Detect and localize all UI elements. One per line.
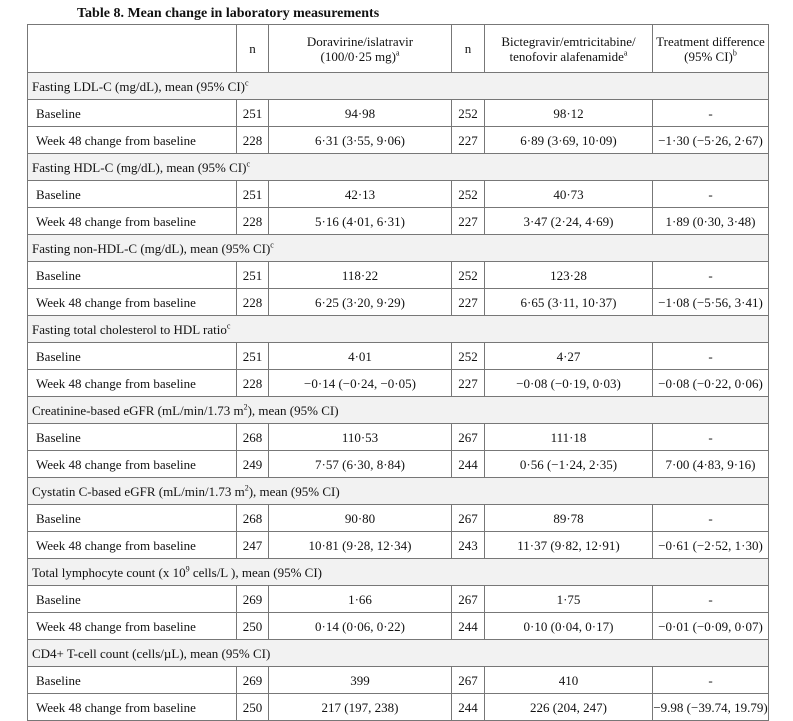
table-row xyxy=(28,100,769,127)
n-bictegravir-cell: 244 xyxy=(452,451,485,478)
table-row xyxy=(28,424,769,451)
n-doravirine-cell: 247 xyxy=(237,532,269,559)
group-title-superscript: c xyxy=(270,240,274,250)
bictegravir-value-cell: 111·18 xyxy=(485,424,653,451)
doravirine-value-cell: 94·98 xyxy=(269,100,452,127)
header-treatment-difference xyxy=(653,25,769,73)
group-title xyxy=(28,559,769,586)
group-title xyxy=(28,235,769,262)
n-bictegravir-cell: 252 xyxy=(452,100,485,127)
n-doravirine-cell: 269 xyxy=(237,667,269,694)
n-bictegravir-cell: 267 xyxy=(452,505,485,532)
table-row xyxy=(28,505,769,532)
treatment-difference-cell: −1·08 (−5·56, 3·41) xyxy=(653,289,769,316)
table-row xyxy=(28,451,769,478)
n-bictegravir-cell: 267 xyxy=(452,586,485,613)
treatment-difference-cell: - xyxy=(653,181,769,208)
doravirine-value-cell: 42·13 xyxy=(269,181,452,208)
n-doravirine-cell: 251 xyxy=(237,181,269,208)
group-title xyxy=(28,478,769,505)
table-row xyxy=(28,181,769,208)
n-bictegravir-cell: 244 xyxy=(452,613,485,640)
n-bictegravir-cell: 227 xyxy=(452,208,485,235)
row-label-cell: Baseline xyxy=(28,424,237,451)
n-doravirine-cell: 268 xyxy=(237,505,269,532)
header-doravirine-line2: (100/0·25 mg) xyxy=(320,48,396,64)
group-title-text: Fasting non-HDL-C (mg/dL), mean (95% CI) xyxy=(32,240,271,256)
bictegravir-value-cell: 89·78 xyxy=(485,505,653,532)
table-row xyxy=(28,613,769,640)
treatment-difference-cell: - xyxy=(653,505,769,532)
doravirine-value-cell: 6·31 (3·55, 9·06) xyxy=(269,127,452,154)
doravirine-value-cell: 4·01 xyxy=(269,343,452,370)
doravirine-value-cell: 10·81 (9·28, 12·34) xyxy=(269,532,452,559)
n-doravirine-cell: 250 xyxy=(237,694,269,721)
bictegravir-value-cell: 4·27 xyxy=(485,343,653,370)
doravirine-value-cell: 118·22 xyxy=(269,262,452,289)
row-label-cell: Week 48 change from baseline xyxy=(28,532,237,559)
group-title-superscript: 9 xyxy=(185,564,190,574)
group-title-text: ), mean (95% CI) xyxy=(247,402,339,418)
group-title-text: cells/L ), mean (95% CI) xyxy=(189,564,322,580)
bictegravir-value-cell: 410 xyxy=(485,667,653,694)
group-title xyxy=(28,154,769,181)
treatment-difference-cell: −0·01 (−0·09, 0·07) xyxy=(653,613,769,640)
n-bictegravir-cell: 252 xyxy=(452,343,485,370)
table-row xyxy=(28,208,769,235)
n-bictegravir-cell: 244 xyxy=(452,694,485,721)
group-title xyxy=(28,316,769,343)
header-bictegravir-regimen xyxy=(485,25,653,73)
row-label-cell: Week 48 change from baseline xyxy=(28,370,237,397)
header-n-doravirine: n xyxy=(237,25,269,73)
table-row xyxy=(28,262,769,289)
doravirine-value-cell: 0·14 (0·06, 0·22) xyxy=(269,613,452,640)
doravirine-value-cell: 6·25 (3·20, 9·29) xyxy=(269,289,452,316)
group-title-text: Creatinine-based eGFR (mL/min/1.73 m xyxy=(32,402,244,418)
header-difference-line2: (95% CI) xyxy=(684,48,733,64)
group-header-row xyxy=(28,559,769,586)
treatment-difference-cell: - xyxy=(653,262,769,289)
row-label-cell: Baseline xyxy=(28,100,237,127)
group-title-text: Cystatin C-based eGFR (mL/min/1.73 m xyxy=(32,483,245,499)
doravirine-value-cell: 399 xyxy=(269,667,452,694)
group-title xyxy=(28,73,769,100)
n-doravirine-cell: 228 xyxy=(237,208,269,235)
group-header-row xyxy=(28,73,769,100)
n-doravirine-cell: 251 xyxy=(237,100,269,127)
n-doravirine-cell: 228 xyxy=(237,127,269,154)
treatment-difference-cell: - xyxy=(653,343,769,370)
n-bictegravir-cell: 227 xyxy=(452,127,485,154)
group-header-row xyxy=(28,154,769,181)
row-label-cell: Baseline xyxy=(28,667,237,694)
group-title xyxy=(28,397,769,424)
bictegravir-value-cell: −0·08 (−0·19, 0·03) xyxy=(485,370,653,397)
table-row xyxy=(28,532,769,559)
lab-measurements-table xyxy=(27,24,769,721)
header-difference-footnote: b xyxy=(732,48,737,58)
n-bictegravir-cell: 243 xyxy=(452,532,485,559)
header-blank-cell xyxy=(28,25,237,73)
n-doravirine-cell: 251 xyxy=(237,343,269,370)
n-doravirine-cell: 228 xyxy=(237,370,269,397)
header-bictegravir-footnote: a xyxy=(623,48,628,58)
header-doravirine-footnote: a xyxy=(395,48,400,58)
treatment-difference-cell: 7·00 (4·83, 9·16) xyxy=(653,451,769,478)
row-label-cell: Baseline xyxy=(28,586,237,613)
n-bictegravir-cell: 227 xyxy=(452,370,485,397)
group-header-row xyxy=(28,235,769,262)
n-bictegravir-cell: 267 xyxy=(452,667,485,694)
header-doravirine-islatravir xyxy=(269,25,452,73)
n-doravirine-cell: 249 xyxy=(237,451,269,478)
table-row xyxy=(28,127,769,154)
bictegravir-value-cell: 6·65 (3·11, 10·37) xyxy=(485,289,653,316)
treatment-difference-cell: −9.98 (−39.74, 19.79) xyxy=(653,694,769,721)
doravirine-value-cell: 90·80 xyxy=(269,505,452,532)
n-doravirine-cell: 269 xyxy=(237,586,269,613)
group-title-superscript: 2 xyxy=(243,402,248,412)
bictegravir-value-cell: 0·10 (0·04, 0·17) xyxy=(485,613,653,640)
table-row xyxy=(28,694,769,721)
n-bictegravir-cell: 252 xyxy=(452,262,485,289)
group-title-superscript: 2 xyxy=(244,483,249,493)
row-label-cell: Baseline xyxy=(28,262,237,289)
group-title-text: Total lymphocyte count (x 10 xyxy=(32,564,186,580)
table-body xyxy=(28,73,769,721)
treatment-difference-cell: - xyxy=(653,586,769,613)
n-bictegravir-cell: 252 xyxy=(452,181,485,208)
treatment-difference-cell: - xyxy=(653,424,769,451)
row-label-cell: Week 48 change from baseline xyxy=(28,451,237,478)
header-n-bictegravir: n xyxy=(452,25,485,73)
n-doravirine-cell: 228 xyxy=(237,289,269,316)
table-row xyxy=(28,667,769,694)
header-difference-line1: Treatment difference xyxy=(656,33,765,49)
bictegravir-value-cell: 98·12 xyxy=(485,100,653,127)
row-label-cell: Baseline xyxy=(28,343,237,370)
group-title-text: Fasting HDL-C (mg/dL), mean (95% CI) xyxy=(32,159,247,175)
group-header-row xyxy=(28,640,769,667)
row-label-cell: Week 48 change from baseline xyxy=(28,613,237,640)
header-doravirine-line1: Doravirine/islatravir xyxy=(306,33,414,49)
group-title-superscript: c xyxy=(226,321,231,331)
table-caption: Table 8. Mean change in laboratory measurements xyxy=(77,6,380,21)
doravirine-value-cell: 1·66 xyxy=(269,586,452,613)
group-title-superscript: c xyxy=(246,159,251,169)
row-label-cell: Week 48 change from baseline xyxy=(28,127,237,154)
bictegravir-value-cell: 11·37 (9·82, 12·91) xyxy=(485,532,653,559)
n-doravirine-cell: 251 xyxy=(237,262,269,289)
row-label-cell: Week 48 change from baseline xyxy=(28,694,237,721)
header-bictegravir-line2: tenofovir alafenamide xyxy=(509,48,624,64)
doravirine-value-cell: 7·57 (6·30, 8·84) xyxy=(269,451,452,478)
group-title-text: ), mean (95% CI) xyxy=(248,483,340,499)
group-header-row xyxy=(28,397,769,424)
treatment-difference-cell: −1·30 (−5·26, 2·67) xyxy=(653,127,769,154)
group-title-text: Fasting LDL-C (mg/dL), mean (95% CI) xyxy=(32,78,246,94)
group-header-row xyxy=(28,316,769,343)
treatment-difference-cell: −0·08 (−0·22, 0·06) xyxy=(653,370,769,397)
doravirine-value-cell: 217 (197, 238) xyxy=(269,694,452,721)
header-bictegravir-line1: Bictegravir/emtricitabine/ xyxy=(501,33,636,49)
header-row xyxy=(28,25,769,73)
group-title-superscript: c xyxy=(245,78,249,88)
bictegravir-value-cell: 6·89 (3·69, 10·09) xyxy=(485,127,653,154)
doravirine-value-cell: 110·53 xyxy=(269,424,452,451)
bictegravir-value-cell: 226 (204, 247) xyxy=(485,694,653,721)
group-title-text: CD4+ T-cell count (cells/µL), mean (95% CI) xyxy=(32,645,271,661)
bictegravir-value-cell: 0·56 (−1·24, 2·35) xyxy=(485,451,653,478)
treatment-difference-cell: −0·61 (−2·52, 1·30) xyxy=(653,532,769,559)
row-label-cell: Week 48 change from baseline xyxy=(28,289,237,316)
group-header-row xyxy=(28,478,769,505)
table-row xyxy=(28,343,769,370)
n-doravirine-cell: 250 xyxy=(237,613,269,640)
table-row xyxy=(28,586,769,613)
doravirine-value-cell: 5·16 (4·01, 6·31) xyxy=(269,208,452,235)
doravirine-value-cell: −0·14 (−0·24, −0·05) xyxy=(269,370,452,397)
row-label-cell: Baseline xyxy=(28,505,237,532)
row-label-cell: Baseline xyxy=(28,181,237,208)
row-label-cell: Week 48 change from baseline xyxy=(28,208,237,235)
group-title xyxy=(28,640,769,667)
treatment-difference-cell: 1·89 (0·30, 3·48) xyxy=(653,208,769,235)
table-row xyxy=(28,289,769,316)
bictegravir-value-cell: 123·28 xyxy=(485,262,653,289)
treatment-difference-cell: - xyxy=(653,100,769,127)
treatment-difference-cell: - xyxy=(653,667,769,694)
table-row xyxy=(28,370,769,397)
bictegravir-value-cell: 40·73 xyxy=(485,181,653,208)
bictegravir-value-cell: 3·47 (2·24, 4·69) xyxy=(485,208,653,235)
n-doravirine-cell: 268 xyxy=(237,424,269,451)
n-bictegravir-cell: 267 xyxy=(452,424,485,451)
n-bictegravir-cell: 227 xyxy=(452,289,485,316)
group-title-text: Fasting total cholesterol to HDL ratio xyxy=(32,321,227,337)
bictegravir-value-cell: 1·75 xyxy=(485,586,653,613)
